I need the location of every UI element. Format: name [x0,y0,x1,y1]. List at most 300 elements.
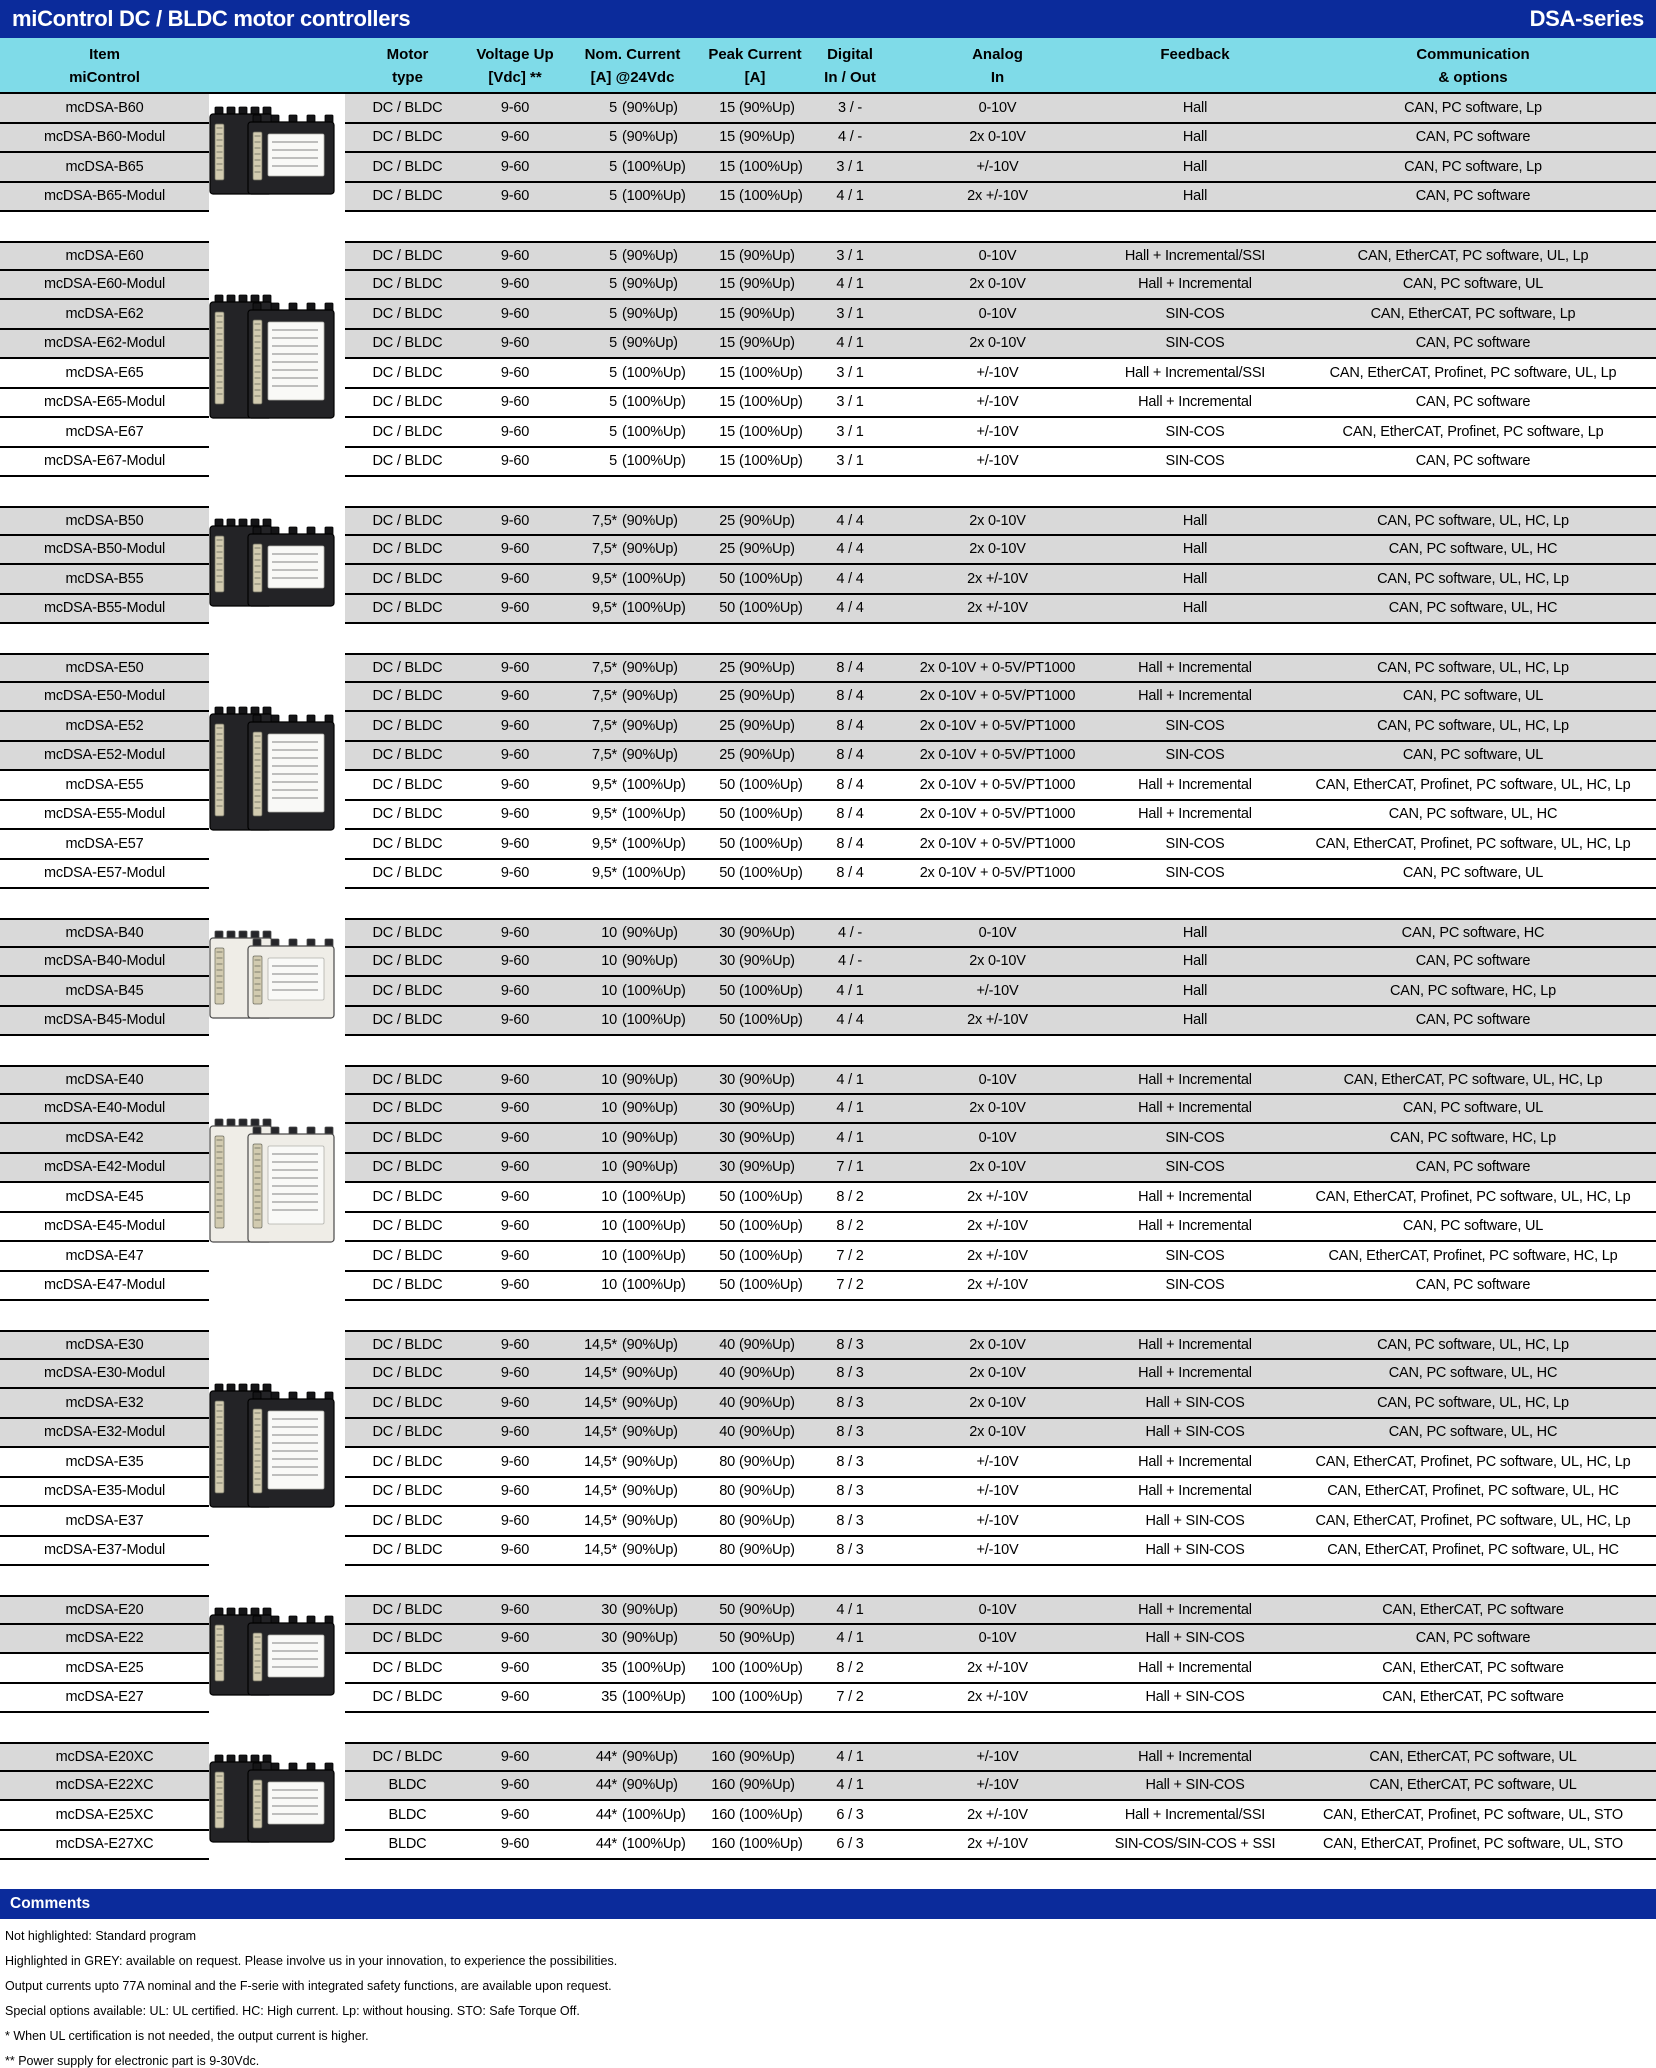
cell-digital-io: 7 / 2 [805,1242,895,1272]
cell-item-name: mcDSA-B45-Modul [0,1007,209,1037]
product-photo [198,102,348,204]
cell-nominal-current: 9,5* (100%Up) [560,860,705,890]
table-row [0,241,1656,271]
photo-column-spacer [209,241,345,271]
cell-motor-type: DC / BLDC [345,300,470,330]
product-group [0,1595,1656,1713]
cell-digital-io: 7 / 2 [805,1272,895,1302]
cell-communication-options: CAN, PC software [1290,1625,1656,1655]
cell-analog-in: 2x 0-10V [895,330,1100,360]
cell-communication-options: CAN, EtherCAT, Profinet, PC software, UL, HC, Lp [1290,1448,1656,1478]
cell-voltage-range: 9-60 [470,1625,560,1655]
cell-motor-type: DC / BLDC [345,683,470,713]
cell-item-name: mcDSA-B45 [0,977,209,1007]
cell-voltage-range: 9-60 [470,1772,560,1802]
cell-digital-io: 4 / 1 [805,1124,895,1154]
cell-voltage-range: 9-60 [470,653,560,683]
product-group [0,653,1656,889]
cell-analog-in: +/-10V [895,1507,1100,1537]
cell-nominal-current: 10 (100%Up) [560,1213,705,1243]
cell-digital-io: 7 / 2 [805,1684,895,1714]
product-group [0,1742,1656,1860]
cell-digital-io: 8 / 3 [805,1537,895,1567]
cell-feedback: SIN-COS [1100,712,1290,742]
cell-motor-type: DC / BLDC [345,712,470,742]
product-group [0,918,1656,1036]
cell-motor-type: DC / BLDC [345,1595,470,1625]
cell-communication-options: CAN, EtherCAT, Profinet, PC software, UL, HC, Lp [1290,771,1656,801]
cell-digital-io: 4 / 1 [805,330,895,360]
cell-peak-current: 50 (100%Up) [705,595,805,625]
cell-item-name: mcDSA-E32-Modul [0,1419,209,1449]
cell-item-name: mcDSA-B55 [0,565,209,595]
cell-digital-io: 8 / 3 [805,1507,895,1537]
cell-nominal-current: 10 (90%Up) [560,1124,705,1154]
cell-item-name: mcDSA-E37-Modul [0,1537,209,1567]
cell-voltage-range: 9-60 [470,1742,560,1772]
cell-nominal-current: 5 (100%Up) [560,153,705,183]
cell-nominal-current: 44* (100%Up) [560,1831,705,1861]
cell-peak-current: 50 (90%Up) [705,1625,805,1655]
cell-item-name: mcDSA-E55 [0,771,209,801]
cell-feedback: SIN-COS/SIN-COS + SSI [1100,1831,1290,1861]
cell-nominal-current: 5 (90%Up) [560,271,705,301]
cell-item-name: mcDSA-E50 [0,653,209,683]
cell-communication-options: CAN, PC software, UL, HC [1290,1360,1656,1390]
cell-nominal-current: 10 (90%Up) [560,918,705,948]
cell-feedback: SIN-COS [1100,300,1290,330]
cell-feedback: Hall + Incremental [1100,801,1290,831]
cell-communication-options: CAN, PC software [1290,124,1656,154]
cell-motor-type: DC / BLDC [345,241,470,271]
cell-item-name: mcDSA-B60-Modul [0,124,209,154]
cell-item-name: mcDSA-E47 [0,1242,209,1272]
cell-communication-options: CAN, PC software, Lp [1290,153,1656,183]
cell-voltage-range: 9-60 [470,595,560,625]
cell-digital-io: 4 / 4 [805,536,895,566]
cell-nominal-current: 7,5* (90%Up) [560,653,705,683]
cell-motor-type: DC / BLDC [345,1507,470,1537]
cell-voltage-range: 9-60 [470,830,560,860]
cell-motor-type: DC / BLDC [345,94,470,124]
product-group [0,241,1656,477]
cell-analog-in: 0-10V [895,1065,1100,1095]
table-row [0,653,1656,683]
cell-motor-type: DC / BLDC [345,1448,470,1478]
cell-peak-current: 50 (100%Up) [705,1242,805,1272]
table-row [0,448,1656,478]
cell-communication-options: CAN, EtherCAT, PC software, UL, Lp [1290,241,1656,271]
title-bar [0,0,1656,38]
cell-analog-in: +/-10V [895,977,1100,1007]
product-group [0,506,1656,624]
cell-nominal-current: 35 (100%Up) [560,1684,705,1714]
cell-item-name: mcDSA-E25 [0,1654,209,1684]
cell-item-name: mcDSA-E52-Modul [0,742,209,772]
col-header-digital-io: Digital In / Out [824,46,876,86]
cell-voltage-range: 9-60 [470,300,560,330]
cell-motor-type: DC / BLDC [345,595,470,625]
cell-communication-options: CAN, EtherCAT, Profinet, PC software, UL, HC, Lp [1290,1183,1656,1213]
cell-peak-current: 50 (100%Up) [705,1272,805,1302]
cell-peak-current: 25 (90%Up) [705,536,805,566]
cell-feedback: Hall [1100,153,1290,183]
cell-peak-current: 15 (90%Up) [705,94,805,124]
cell-digital-io: 3 / 1 [805,241,895,271]
cell-analog-in: 2x +/-10V [895,1684,1100,1714]
cell-nominal-current: 14,5* (90%Up) [560,1478,705,1508]
product-photo [198,1603,348,1705]
cell-voltage-range: 9-60 [470,1183,560,1213]
cell-feedback: Hall + Incremental [1100,1183,1290,1213]
cell-peak-current: 15 (90%Up) [705,271,805,301]
cell-voltage-range: 9-60 [470,359,560,389]
cell-communication-options: CAN, EtherCAT, Profinet, PC software, UL, STO [1290,1801,1656,1831]
cell-voltage-range: 9-60 [470,977,560,1007]
cell-voltage-range: 9-60 [470,241,560,271]
product-photo [198,1114,348,1252]
cell-communication-options: CAN, PC software, UL, HC, Lp [1290,565,1656,595]
cell-feedback: SIN-COS [1100,1154,1290,1184]
photo-column-spacer [209,653,345,683]
cell-motor-type: DC / BLDC [345,860,470,890]
cell-digital-io: 3 / 1 [805,448,895,478]
cell-feedback: Hall + SIN-COS [1100,1684,1290,1714]
cell-motor-type: DC / BLDC [345,1360,470,1390]
col-header-item: Item miControl [69,46,140,86]
cell-peak-current: 15 (100%Up) [705,418,805,448]
cell-communication-options: CAN, EtherCAT, PC software, UL, HC, Lp [1290,1065,1656,1095]
cell-communication-options: CAN, PC software, UL [1290,271,1656,301]
col-header-peak-current: Peak Current [A] [708,46,802,86]
cell-digital-io: 4 / 1 [805,271,895,301]
product-group [0,1330,1656,1566]
cell-nominal-current: 5 (100%Up) [560,389,705,419]
cell-motor-type: DC / BLDC [345,1007,470,1037]
cell-analog-in: 2x 0-10V + 0-5V/PT1000 [895,860,1100,890]
cell-feedback: Hall + Incremental [1100,771,1290,801]
cell-analog-in: +/-10V [895,1448,1100,1478]
product-photo [198,926,348,1028]
cell-nominal-current: 5 (90%Up) [560,124,705,154]
cell-analog-in: +/-10V [895,153,1100,183]
cell-voltage-range: 9-60 [470,1242,560,1272]
cell-voltage-range: 9-60 [470,565,560,595]
photo-column-spacer [209,1065,345,1095]
cell-analog-in: 2x +/-10V [895,1801,1100,1831]
cell-nominal-current: 5 (100%Up) [560,418,705,448]
cell-analog-in: 2x +/-10V [895,183,1100,213]
comment-line: Highlighted in GREY: available on request. Please involve us in your innovation, to experience the possibilities. [5,1954,618,1968]
comment-line: * When UL certification is not needed, the output current is higher. [5,2029,369,2043]
cell-digital-io: 4 / 1 [805,1595,895,1625]
cell-item-name: mcDSA-E62-Modul [0,330,209,360]
cell-peak-current: 15 (100%Up) [705,359,805,389]
cell-feedback: Hall + SIN-COS [1100,1389,1290,1419]
cell-communication-options: CAN, PC software [1290,1007,1656,1037]
cell-peak-current: 25 (90%Up) [705,712,805,742]
cell-item-name: mcDSA-E20XC [0,1742,209,1772]
cell-analog-in: 2x +/-10V [895,1007,1100,1037]
cell-feedback: Hall + Incremental [1100,1595,1290,1625]
cell-communication-options: CAN, PC software, UL, HC [1290,536,1656,566]
cell-analog-in: 2x 0-10V [895,1360,1100,1390]
cell-voltage-range: 9-60 [470,712,560,742]
cell-motor-type: DC / BLDC [345,359,470,389]
cell-nominal-current: 14,5* (90%Up) [560,1507,705,1537]
photo-column-spacer [209,1272,345,1302]
cell-communication-options: CAN, PC software, UL, HC, Lp [1290,506,1656,536]
cell-communication-options: CAN, EtherCAT, PC software [1290,1654,1656,1684]
product-photo [198,514,348,616]
col-header-communication: Communication & options [1416,46,1530,86]
cell-nominal-current: 14,5* (90%Up) [560,1419,705,1449]
cell-analog-in: 0-10V [895,1124,1100,1154]
cell-communication-options: CAN, PC software, UL, HC [1290,595,1656,625]
page-title: miControl DC / BLDC motor controllers [12,6,411,31]
cell-analog-in: +/-10V [895,359,1100,389]
cell-voltage-range: 9-60 [470,389,560,419]
cell-digital-io: 8 / 3 [805,1448,895,1478]
cell-peak-current: 15 (90%Up) [705,330,805,360]
cell-motor-type: BLDC [345,1831,470,1861]
cell-nominal-current: 5 (100%Up) [560,359,705,389]
cell-item-name: mcDSA-E60-Modul [0,271,209,301]
cell-feedback: Hall + Incremental [1100,1742,1290,1772]
photo-column-spacer [209,860,345,890]
cell-item-name: mcDSA-E57 [0,830,209,860]
cell-peak-current: 50 (90%Up) [705,1595,805,1625]
cell-communication-options: CAN, PC software, HC, Lp [1290,977,1656,1007]
col-header-nom-current: Nom. Current [A] @24Vdc [584,46,681,86]
cell-peak-current: 50 (100%Up) [705,830,805,860]
cell-analog-in: 2x 0-10V + 0-5V/PT1000 [895,771,1100,801]
cell-analog-in: +/-10V [895,448,1100,478]
cell-digital-io: 3 / 1 [805,300,895,330]
table-row [0,1272,1656,1302]
cell-motor-type: DC / BLDC [345,536,470,566]
cell-analog-in: 2x +/-10V [895,1242,1100,1272]
cell-analog-in: 0-10V [895,918,1100,948]
cell-peak-current: 50 (100%Up) [705,860,805,890]
cell-voltage-range: 9-60 [470,1537,560,1567]
cell-item-name: mcDSA-E60 [0,241,209,271]
cell-communication-options: CAN, PC software, UL [1290,860,1656,890]
cell-communication-options: CAN, PC software [1290,389,1656,419]
cell-communication-options: CAN, PC software, UL, HC, Lp [1290,712,1656,742]
cell-peak-current: 15 (90%Up) [705,241,805,271]
cell-feedback: SIN-COS [1100,1242,1290,1272]
cell-analog-in: +/-10V [895,389,1100,419]
cell-motor-type: BLDC [345,1801,470,1831]
cell-communication-options: CAN, EtherCAT, Profinet, PC software, UL, HC [1290,1537,1656,1567]
cell-peak-current: 15 (90%Up) [705,124,805,154]
cell-feedback: Hall [1100,94,1290,124]
cell-communication-options: CAN, PC software, UL [1290,742,1656,772]
cell-communication-options: CAN, EtherCAT, Profinet, PC software, UL, Lp [1290,359,1656,389]
cell-item-name: mcDSA-E22XC [0,1772,209,1802]
cell-analog-in: 2x +/-10V [895,595,1100,625]
cell-analog-in: 2x 0-10V [895,1419,1100,1449]
cell-analog-in: 0-10V [895,241,1100,271]
cell-voltage-range: 9-60 [470,1065,560,1095]
cell-analog-in: 0-10V [895,1625,1100,1655]
cell-peak-current: 160 (90%Up) [705,1772,805,1802]
cell-peak-current: 15 (100%Up) [705,448,805,478]
cell-feedback: Hall + SIN-COS [1100,1625,1290,1655]
cell-item-name: mcDSA-B65-Modul [0,183,209,213]
cell-voltage-range: 9-60 [470,124,560,154]
cell-communication-options: CAN, EtherCAT, PC software [1290,1595,1656,1625]
product-group [0,94,1656,212]
cell-item-name: mcDSA-E32 [0,1389,209,1419]
cell-voltage-range: 9-60 [470,1448,560,1478]
cell-digital-io: 4 / 1 [805,1772,895,1802]
cell-feedback: Hall + SIN-COS [1100,1772,1290,1802]
cell-analog-in: 2x +/-10V [895,565,1100,595]
cell-nominal-current: 14,5* (90%Up) [560,1448,705,1478]
comment-line: Special options available: UL: UL certified. HC: High current. Lp: without housing. STO: Safe Torque Off. [5,2004,580,2018]
cell-digital-io: 4 / 4 [805,1007,895,1037]
cell-voltage-range: 9-60 [470,1478,560,1508]
cell-voltage-range: 9-60 [470,1654,560,1684]
cell-digital-io: 8 / 3 [805,1389,895,1419]
cell-motor-type: DC / BLDC [345,1742,470,1772]
cell-analog-in: 2x 0-10V + 0-5V/PT1000 [895,830,1100,860]
cell-feedback: Hall + SIN-COS [1100,1419,1290,1449]
cell-feedback: Hall + Incremental [1100,389,1290,419]
cell-feedback: Hall + Incremental [1100,1448,1290,1478]
cell-motor-type: DC / BLDC [345,506,470,536]
cell-analog-in: 0-10V [895,300,1100,330]
cell-digital-io: 6 / 3 [805,1801,895,1831]
cell-nominal-current: 35 (100%Up) [560,1654,705,1684]
cell-feedback: Hall [1100,565,1290,595]
cell-communication-options: CAN, PC software [1290,183,1656,213]
cell-analog-in: 2x +/-10V [895,1654,1100,1684]
col-header-motor-type: Motor type [386,46,429,86]
cell-feedback: Hall + Incremental/SSI [1100,241,1290,271]
cell-motor-type: DC / BLDC [345,183,470,213]
cell-voltage-range: 9-60 [470,683,560,713]
cell-voltage-range: 9-60 [470,1124,560,1154]
cell-digital-io: 4 / 4 [805,506,895,536]
cell-communication-options: CAN, PC software, Lp [1290,94,1656,124]
cell-item-name: mcDSA-B40 [0,918,209,948]
cell-feedback: Hall + Incremental [1100,1330,1290,1360]
table-row [0,1065,1656,1095]
cell-item-name: mcDSA-E30-Modul [0,1360,209,1390]
cell-motor-type: DC / BLDC [345,1389,470,1419]
cell-motor-type: DC / BLDC [345,1684,470,1714]
cell-analog-in: 2x +/-10V [895,1272,1100,1302]
cell-feedback: Hall + Incremental/SSI [1100,359,1290,389]
cell-nominal-current: 9,5* (100%Up) [560,830,705,860]
cell-analog-in: 0-10V [895,1595,1100,1625]
cell-item-name: mcDSA-E47-Modul [0,1272,209,1302]
cell-item-name: mcDSA-E22 [0,1625,209,1655]
cell-peak-current: 100 (100%Up) [705,1684,805,1714]
cell-voltage-range: 9-60 [470,330,560,360]
cell-voltage-range: 9-60 [470,536,560,566]
cell-item-name: mcDSA-E45-Modul [0,1213,209,1243]
table-column-header [0,38,1656,94]
cell-item-name: mcDSA-E65 [0,359,209,389]
cell-item-name: mcDSA-E37 [0,1507,209,1537]
cell-nominal-current: 10 (100%Up) [560,977,705,1007]
cell-digital-io: 4 / - [805,948,895,978]
cell-feedback: Hall + Incremental [1100,1213,1290,1243]
cell-item-name: mcDSA-E65-Modul [0,389,209,419]
cell-feedback: SIN-COS [1100,448,1290,478]
cell-nominal-current: 5 (90%Up) [560,330,705,360]
cell-feedback: Hall + SIN-COS [1100,1507,1290,1537]
cell-nominal-current: 7,5* (90%Up) [560,742,705,772]
cell-analog-in: +/-10V [895,418,1100,448]
table-row [0,860,1656,890]
cell-voltage-range: 9-60 [470,418,560,448]
cell-feedback: Hall [1100,124,1290,154]
cell-peak-current: 40 (90%Up) [705,1330,805,1360]
photo-column-spacer [209,448,345,478]
col-header-analog-in: Analog In [972,46,1023,86]
cell-peak-current: 50 (100%Up) [705,977,805,1007]
cell-voltage-range: 9-60 [470,1213,560,1243]
cell-peak-current: 30 (90%Up) [705,918,805,948]
cell-voltage-range: 9-60 [470,1272,560,1302]
series-label: DSA-series [1529,6,1644,31]
cell-analog-in: 2x 0-10V + 0-5V/PT1000 [895,742,1100,772]
cell-item-name: mcDSA-E30 [0,1330,209,1360]
cell-peak-current: 160 (100%Up) [705,1801,805,1831]
cell-feedback: Hall [1100,918,1290,948]
cell-motor-type: DC / BLDC [345,271,470,301]
cell-analog-in: +/-10V [895,1478,1100,1508]
cell-voltage-range: 9-60 [470,183,560,213]
cell-motor-type: DC / BLDC [345,1213,470,1243]
cell-digital-io: 8 / 3 [805,1478,895,1508]
cell-peak-current: 40 (90%Up) [705,1389,805,1419]
cell-nominal-current: 5 (90%Up) [560,94,705,124]
comments-section [0,1919,1656,2068]
col-header-photo-spacer [209,38,345,92]
cell-analog-in: 2x 0-10V [895,124,1100,154]
table-body [0,94,1656,1860]
cell-analog-in: 2x 0-10V + 0-5V/PT1000 [895,801,1100,831]
col-header-feedback: Feedback [1160,46,1230,63]
cell-peak-current: 25 (90%Up) [705,653,805,683]
comment-line: ** Power supply for electronic part is 9-30Vdc. [5,2054,260,2068]
cell-voltage-range: 9-60 [470,1095,560,1125]
cell-peak-current: 50 (100%Up) [705,1007,805,1037]
cell-communication-options: CAN, PC software, UL [1290,1095,1656,1125]
cell-digital-io: 8 / 3 [805,1419,895,1449]
cell-motor-type: DC / BLDC [345,1154,470,1184]
cell-peak-current: 50 (100%Up) [705,1183,805,1213]
cell-voltage-range: 9-60 [470,1360,560,1390]
cell-motor-type: DC / BLDC [345,1095,470,1125]
cell-item-name: mcDSA-B40-Modul [0,948,209,978]
cell-digital-io: 4 / 1 [805,977,895,1007]
cell-analog-in: 0-10V [895,94,1100,124]
cell-peak-current: 30 (90%Up) [705,1154,805,1184]
cell-voltage-range: 9-60 [470,271,560,301]
cell-feedback: SIN-COS [1100,418,1290,448]
cell-motor-type: DC / BLDC [345,1242,470,1272]
cell-feedback: Hall + Incremental [1100,1095,1290,1125]
cell-digital-io: 8 / 4 [805,712,895,742]
cell-feedback: SIN-COS [1100,1272,1290,1302]
